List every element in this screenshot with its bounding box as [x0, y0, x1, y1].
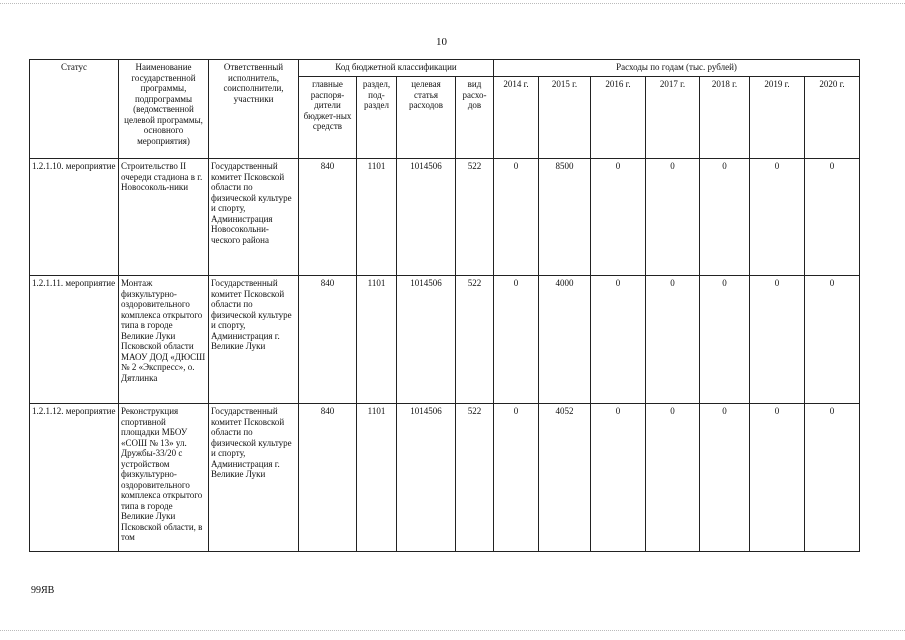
row-grbs: 840	[299, 159, 357, 276]
header-grbs: главные распоря-дители бюджет-ных средств	[299, 77, 357, 159]
row-type: 522	[456, 276, 494, 404]
row-value-2015: 4000	[539, 276, 591, 404]
row-value-2019: 0	[750, 276, 805, 404]
row-value-2017: 0	[646, 159, 700, 276]
row-value-2018: 0	[700, 404, 750, 552]
row-target: 1014506	[397, 276, 456, 404]
header-year-2016: 2016 г.	[591, 77, 646, 159]
row-value-2017: 0	[646, 276, 700, 404]
table-row	[30, 159, 860, 276]
header-year-2015: 2015 г.	[539, 77, 591, 159]
row-section: 1101	[357, 404, 397, 552]
scan-edge-bottom	[0, 630, 905, 631]
row-status: 1.2.1.12. мероприятие	[30, 404, 119, 552]
row-value-2014: 0	[494, 276, 539, 404]
row-value-2016: 0	[591, 276, 646, 404]
header-year-2020: 2020 г.	[805, 77, 860, 159]
row-name: Строительство II очереди стадиона в г. Новосоколь-ники	[119, 159, 209, 276]
header-section: раздел, под-раздел	[357, 77, 397, 159]
header-target: целевая статья расходов	[397, 77, 456, 159]
row-target: 1014506	[397, 404, 456, 552]
header-year-2017: 2017 г.	[646, 77, 700, 159]
row-value-2018: 0	[700, 159, 750, 276]
row-value-2020: 0	[805, 404, 860, 552]
row-value-2016: 0	[591, 159, 646, 276]
row-name: Монтаж физкультурно-оздоровительного комплекса открытого типа в городе Великие Луки Псковской области МАОУ ДОД «ДЮСШ № 2 «Экспресс», о. Дятлинка	[119, 276, 209, 404]
header-year-2018: 2018 г.	[700, 77, 750, 159]
row-type: 522	[456, 159, 494, 276]
row-value-2018: 0	[700, 276, 750, 404]
row-value-2014: 0	[494, 404, 539, 552]
row-grbs: 840	[299, 404, 357, 552]
row-target: 1014506	[397, 159, 456, 276]
row-value-2019: 0	[750, 159, 805, 276]
row-responsible: Государственный комитет Псковской области по физической культуре и спорту, Администрация Новосокольни-ческого района	[209, 159, 299, 276]
row-section: 1101	[357, 159, 397, 276]
header-year-2014: 2014 г.	[494, 77, 539, 159]
header-name: Наименование государственной программы, подпрограммы (ведомственной целевой программы, основного мероприятия)	[119, 60, 209, 159]
row-value-2020: 0	[805, 276, 860, 404]
header-expense-type: вид расхо-дов	[456, 77, 494, 159]
row-value-2015: 4052	[539, 404, 591, 552]
row-grbs: 840	[299, 276, 357, 404]
row-value-2016: 0	[591, 404, 646, 552]
row-value-2014: 0	[494, 159, 539, 276]
row-status: 1.2.1.10. мероприятие	[30, 159, 119, 276]
scan-edge-top	[0, 3, 905, 4]
row-responsible: Государственный комитет Псковской области по физической культуре и спорту, Администрация г. Великие Луки	[209, 276, 299, 404]
header-status: Статус	[30, 60, 119, 159]
table-row	[30, 404, 860, 552]
row-name: Реконструкция спортивной площадки МБОУ «СОШ № 13» ул. Дружбы-33/20 с устройством физкультурно-оздоровительного комплекса открытого типа в городе Великие Луки Псковской области, в том	[119, 404, 209, 552]
row-value-2015: 8500	[539, 159, 591, 276]
header-responsible: Ответственный исполнитель, соисполнители, участники	[209, 60, 299, 159]
page-number: 10	[436, 36, 447, 48]
budget-table	[29, 59, 860, 552]
header-year-2019: 2019 г.	[750, 77, 805, 159]
header-budget-code: Код бюджетной классификации	[299, 60, 494, 77]
row-type: 522	[456, 404, 494, 552]
header-expenses: Расходы по годам (тыс. рублей)	[494, 60, 860, 77]
table-row	[30, 276, 860, 404]
row-status: 1.2.1.11. мероприятие	[30, 276, 119, 404]
row-section: 1101	[357, 276, 397, 404]
row-responsible: Государственный комитет Псковской области по физической культуре и спорту, Администрация г. Великие Луки	[209, 404, 299, 552]
document-code: 99ЯВ	[31, 585, 55, 596]
row-value-2019: 0	[750, 404, 805, 552]
row-value-2017: 0	[646, 404, 700, 552]
row-value-2020: 0	[805, 159, 860, 276]
